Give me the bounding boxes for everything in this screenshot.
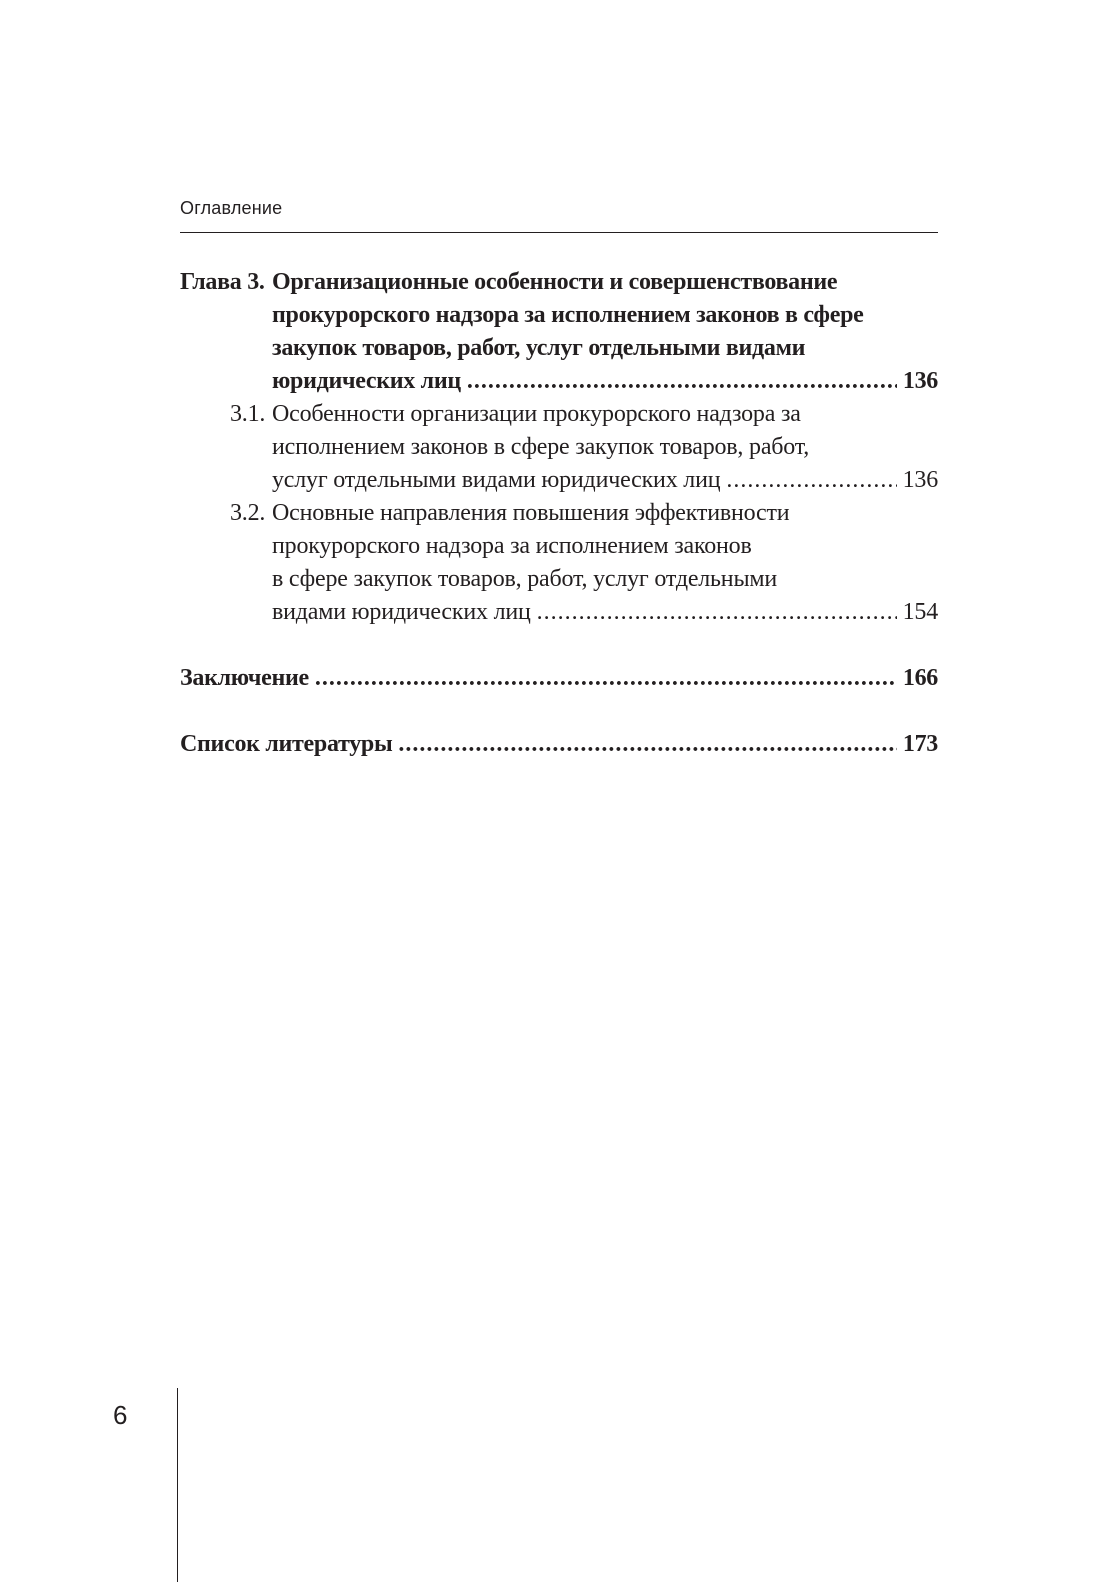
- folio-rule: [177, 1388, 178, 1582]
- page-ref: 136: [902, 467, 938, 493]
- page-number: 6: [113, 1400, 128, 1430]
- section-title: [272, 497, 938, 629]
- section-title-last-row: [272, 464, 938, 497]
- table-of-contents: [180, 266, 938, 761]
- section-title-line: Особенности организации прокурорского надзора за: [272, 401, 801, 427]
- chapter-title: [272, 266, 938, 398]
- running-head: Оглавление: [180, 198, 283, 218]
- dot-leader: [315, 662, 897, 695]
- chapter-title-last-row: [272, 365, 938, 398]
- dot-leader: [537, 596, 897, 629]
- chapter-title-line: Организационные особенности и совершенствование: [272, 269, 838, 295]
- dot-leader: [467, 365, 897, 398]
- toc-section-3-2[interactable]: [230, 497, 938, 629]
- conclusion-title: Заключение: [180, 665, 309, 691]
- section-number: 3.1.: [230, 401, 266, 427]
- section-title-line: в сфере закупок товаров, работ, услуг отдельными: [272, 566, 778, 592]
- page-ref: 173: [902, 731, 938, 757]
- page-ref: 166: [902, 665, 938, 691]
- dot-leader: [398, 728, 897, 761]
- toc-bibliography[interactable]: [180, 728, 938, 761]
- section-title-last-row: [272, 596, 938, 629]
- section-title-line: видами юридических лиц: [272, 599, 531, 625]
- toc-chapter-3[interactable]: [180, 266, 938, 398]
- chapter-number: Глава 3.: [180, 269, 265, 295]
- section-title: [272, 398, 938, 497]
- page-ref: 154: [902, 599, 938, 625]
- chapter-title-line: закупок товаров, работ, услуг отдельными видами: [272, 335, 806, 361]
- section-title-line: исполнением законов в сфере закупок товаров, работ,: [272, 434, 810, 460]
- page-ref: 136: [902, 368, 938, 394]
- chapter-title-line: юридических лиц: [272, 368, 461, 394]
- chapter-title-line: прокурорского надзора за исполнением законов в сфере: [272, 302, 864, 328]
- header-rule: [180, 232, 938, 233]
- section-title-line: Основные направления повышения эффективности: [272, 500, 790, 526]
- section-title-line: прокурорского надзора за исполнением законов: [272, 533, 752, 559]
- bibliography-title: Список литературы: [180, 731, 393, 757]
- section-title-line: услуг отдельными видами юридических лиц: [272, 467, 721, 493]
- toc-section-3-1[interactable]: [230, 398, 938, 497]
- toc-conclusion[interactable]: [180, 662, 938, 695]
- dot-leader: [726, 464, 896, 497]
- section-number: 3.2.: [230, 500, 266, 526]
